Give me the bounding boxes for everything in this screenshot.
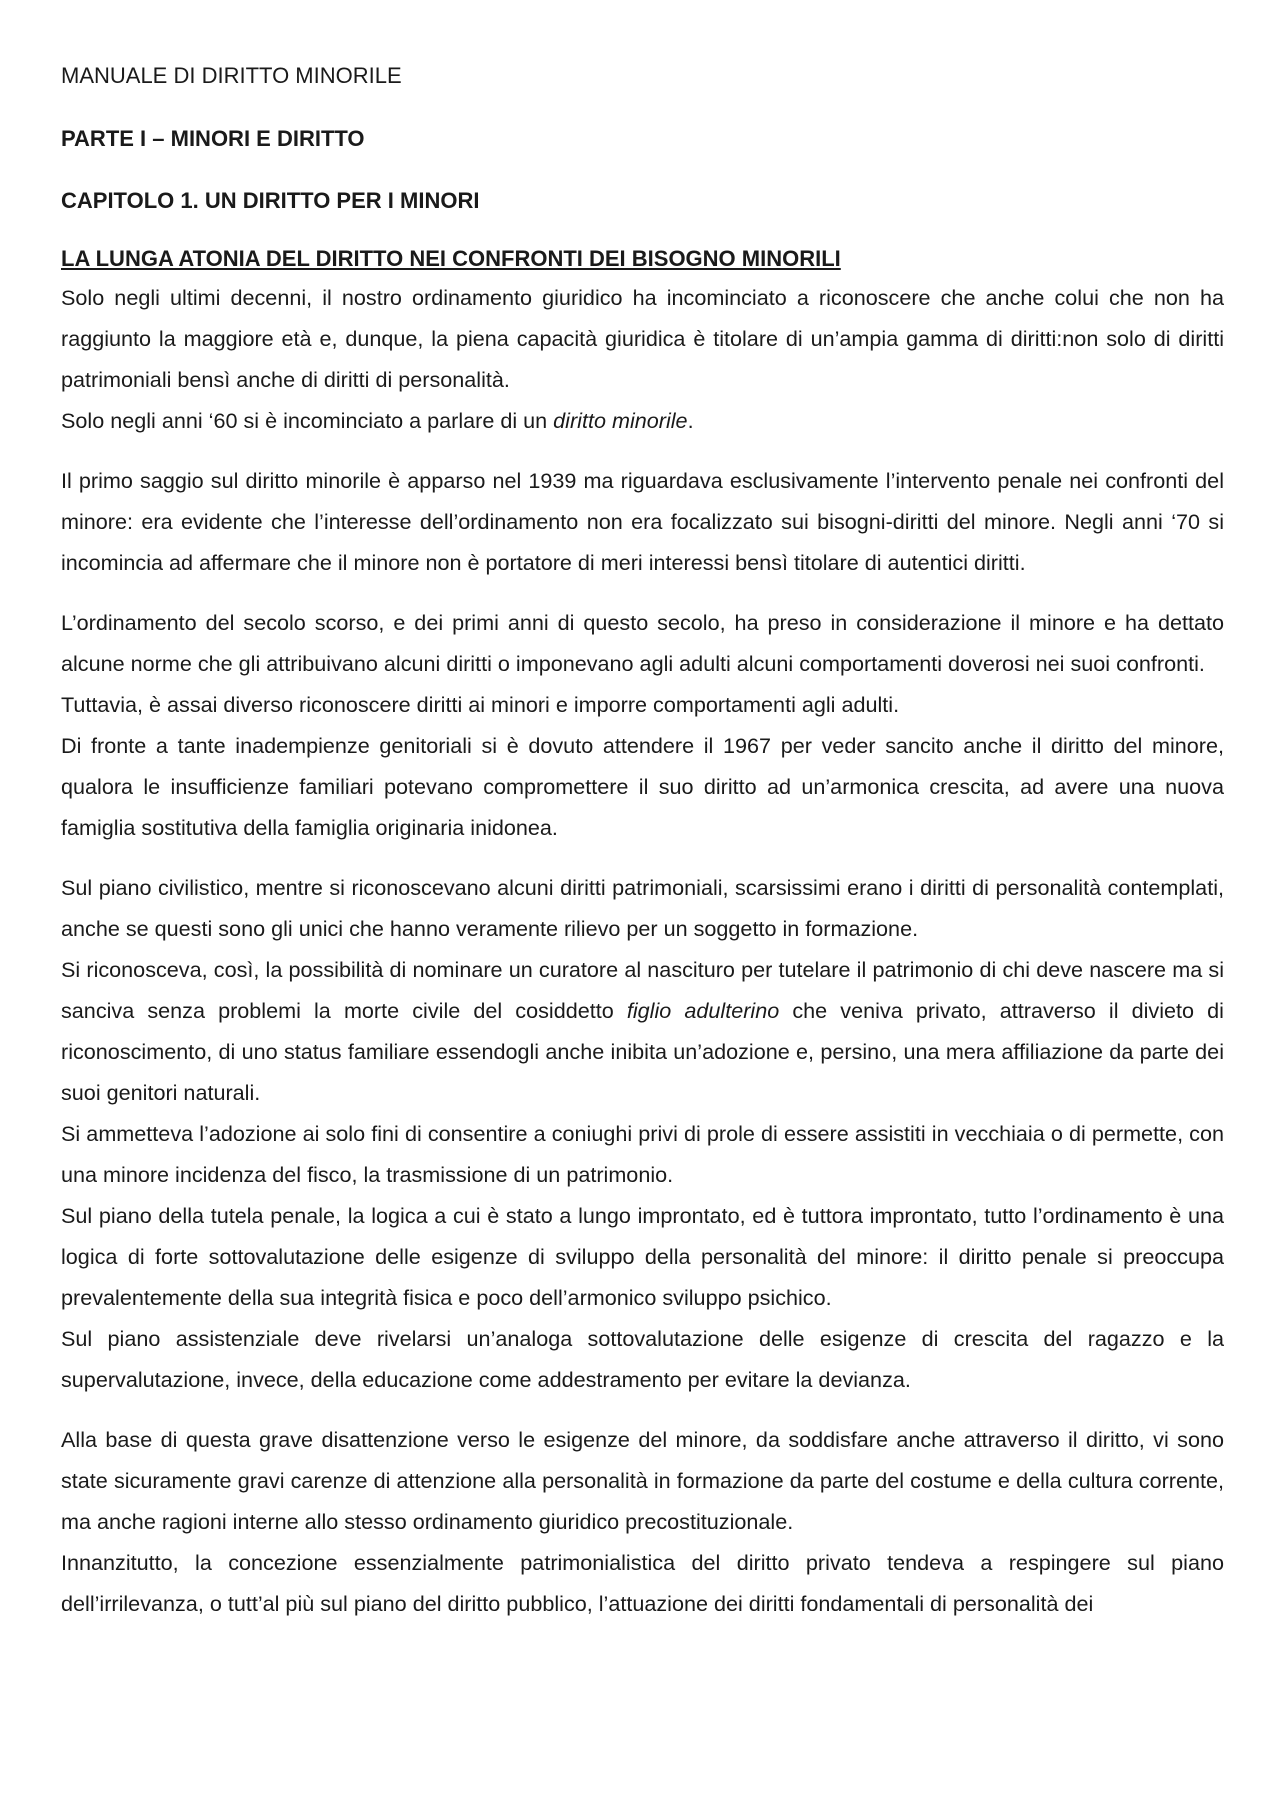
paragraph-text: . — [687, 408, 694, 433]
paragraph: Alla base di questa grave disattenzione verso le esigenze del minore, da soddisfare anche attraverso il diritto, vi sono state sicuramente gravi carenze di attenzione alla personalità in formazione da parte del costume e della cultura corrente, ma anche ragioni interne allo stesso ordinamento giuridico precostituzionale. — [61, 1427, 1224, 1534]
paragraph-group-2 — [61, 460, 1224, 583]
paragraph-group-3 — [61, 602, 1224, 848]
paragraph — [61, 949, 1224, 1113]
paragraph-text: che veniva privato, attraverso il divieto di riconoscimento, di uno status familiare essendogli anche inibita un’adozione e, persino, una mera affiliazione da parte dei suoi genitori naturali. — [61, 998, 1224, 1105]
paragraph — [61, 400, 1224, 441]
paragraph: L’ordinamento del secolo scorso, e dei primi anni di questo secolo, ha preso in considerazione il minore e ha dettato alcune norme che gli attribuivano alcuni diritti o imponevano agli adulti alcuni comportamenti doverosi nei suoi confronti. — [61, 610, 1224, 676]
paragraph: Si ammetteva l’adozione ai solo fini di consentire a coniughi privi di prole di essere assistiti in vecchiaia o di permette, con una minore incidenza del fisco, la trasmissione di un patrimonio. — [61, 1121, 1224, 1187]
paragraph-group-4 — [61, 867, 1224, 1400]
paragraph: Sul piano civilistico, mentre si riconoscevano alcuni diritti patrimoniali, scarsissimi erano i diritti di personalità contemplati, anche se questi sono gli unici che hanno veramente rilievo per un soggetto in formazione. — [61, 875, 1224, 941]
paragraph: Innanzitutto, la concezione essenzialmente patrimonialistica del diritto privato tendeva a respingere sul piano dell’irrilevanza, o tutt’al più sul piano del diritto pubblico, l’attuazione dei diritti fondamentali di personalità dei — [61, 1550, 1224, 1616]
paragraph-text: Solo negli anni ‘60 si è incominciato a parlare di un — [61, 408, 554, 433]
paragraph: Di fronte a tante inadempienze genitoriali si è dovuto attendere il 1967 per veder sancito anche il diritto del minore, qualora le insufficienze familiari potevano compromettere il suo diritto ad un’armonica crescita, ad avere una nuova famiglia sostitutiva della famiglia originaria inidonea. — [61, 733, 1224, 840]
paragraph: Il primo saggio sul diritto minorile è apparso nel 1939 ma riguardava esclusivamente l’intervento penale nei confronti del minore: era evidente che l’interesse dell’ordinamento non era focalizzato sui bisogni-diritti del minore. Negli anni ‘70 si incomincia ad affermare che il minore non è portatore di meri interessi bensì titolare di autentici diritti. — [61, 468, 1224, 575]
paragraph: Sul piano della tutela penale, la logica a cui è stato a lungo improntato, ed è tuttora improntato, tutto l’ordinamento è una logica di forte sottovalutazione delle esigenze di sviluppo della personalità del minore: il diritto penale si preoccupa prevalentemente della sua integrità fisica e poco dell’armonico sviluppo psichico. — [61, 1203, 1224, 1310]
section-heading: LA LUNGA ATONIA DEL DIRITTO NEI CONFRONTI DEI BISOGNO MINORILI — [61, 246, 841, 271]
emphasis-term: figlio adulterino — [626, 998, 780, 1023]
paragraph-group-1 — [61, 277, 1224, 441]
paragraph: Tuttavia, è assai diverso riconoscere diritti ai minori e imporre comportamenti agli adulti. — [61, 692, 900, 717]
part-heading: PARTE I – MINORI E DIRITTO — [61, 126, 365, 151]
paragraph: Solo negli ultimi decenni, il nostro ordinamento giuridico ha incominciato a riconoscere che anche colui che non ha raggiunto la maggiore età e, dunque, la piena capacità giuridica è titolare di un’ampia gamma di diritti:non solo di diritti patrimoniali bensì anche di diritti di personalità. — [61, 285, 1224, 392]
document-page — [61, 58, 1224, 1643]
paragraph: Sul piano assistenziale deve rivelarsi un’analoga sottovalutazione delle esigenze di crescita del ragazzo e la supervalutazione, invece, della educazione come addestramento per evitare la devianza. — [61, 1326, 1224, 1392]
chapter-heading: CAPITOLO 1. UN DIRITTO PER I MINORI — [61, 188, 480, 213]
document-title: MANUALE DI DIRITTO MINORILE — [61, 63, 402, 88]
paragraph-group-5 — [61, 1419, 1224, 1624]
paragraph-text: Si riconosceva, così, la possibilità di nominare un curatore al nascituro per tutelare il patrimonio di chi deve nascere ma si sanciva senza problemi la morte civile del cosiddetto — [61, 957, 1224, 1023]
emphasis-term: diritto minorile — [553, 408, 688, 433]
